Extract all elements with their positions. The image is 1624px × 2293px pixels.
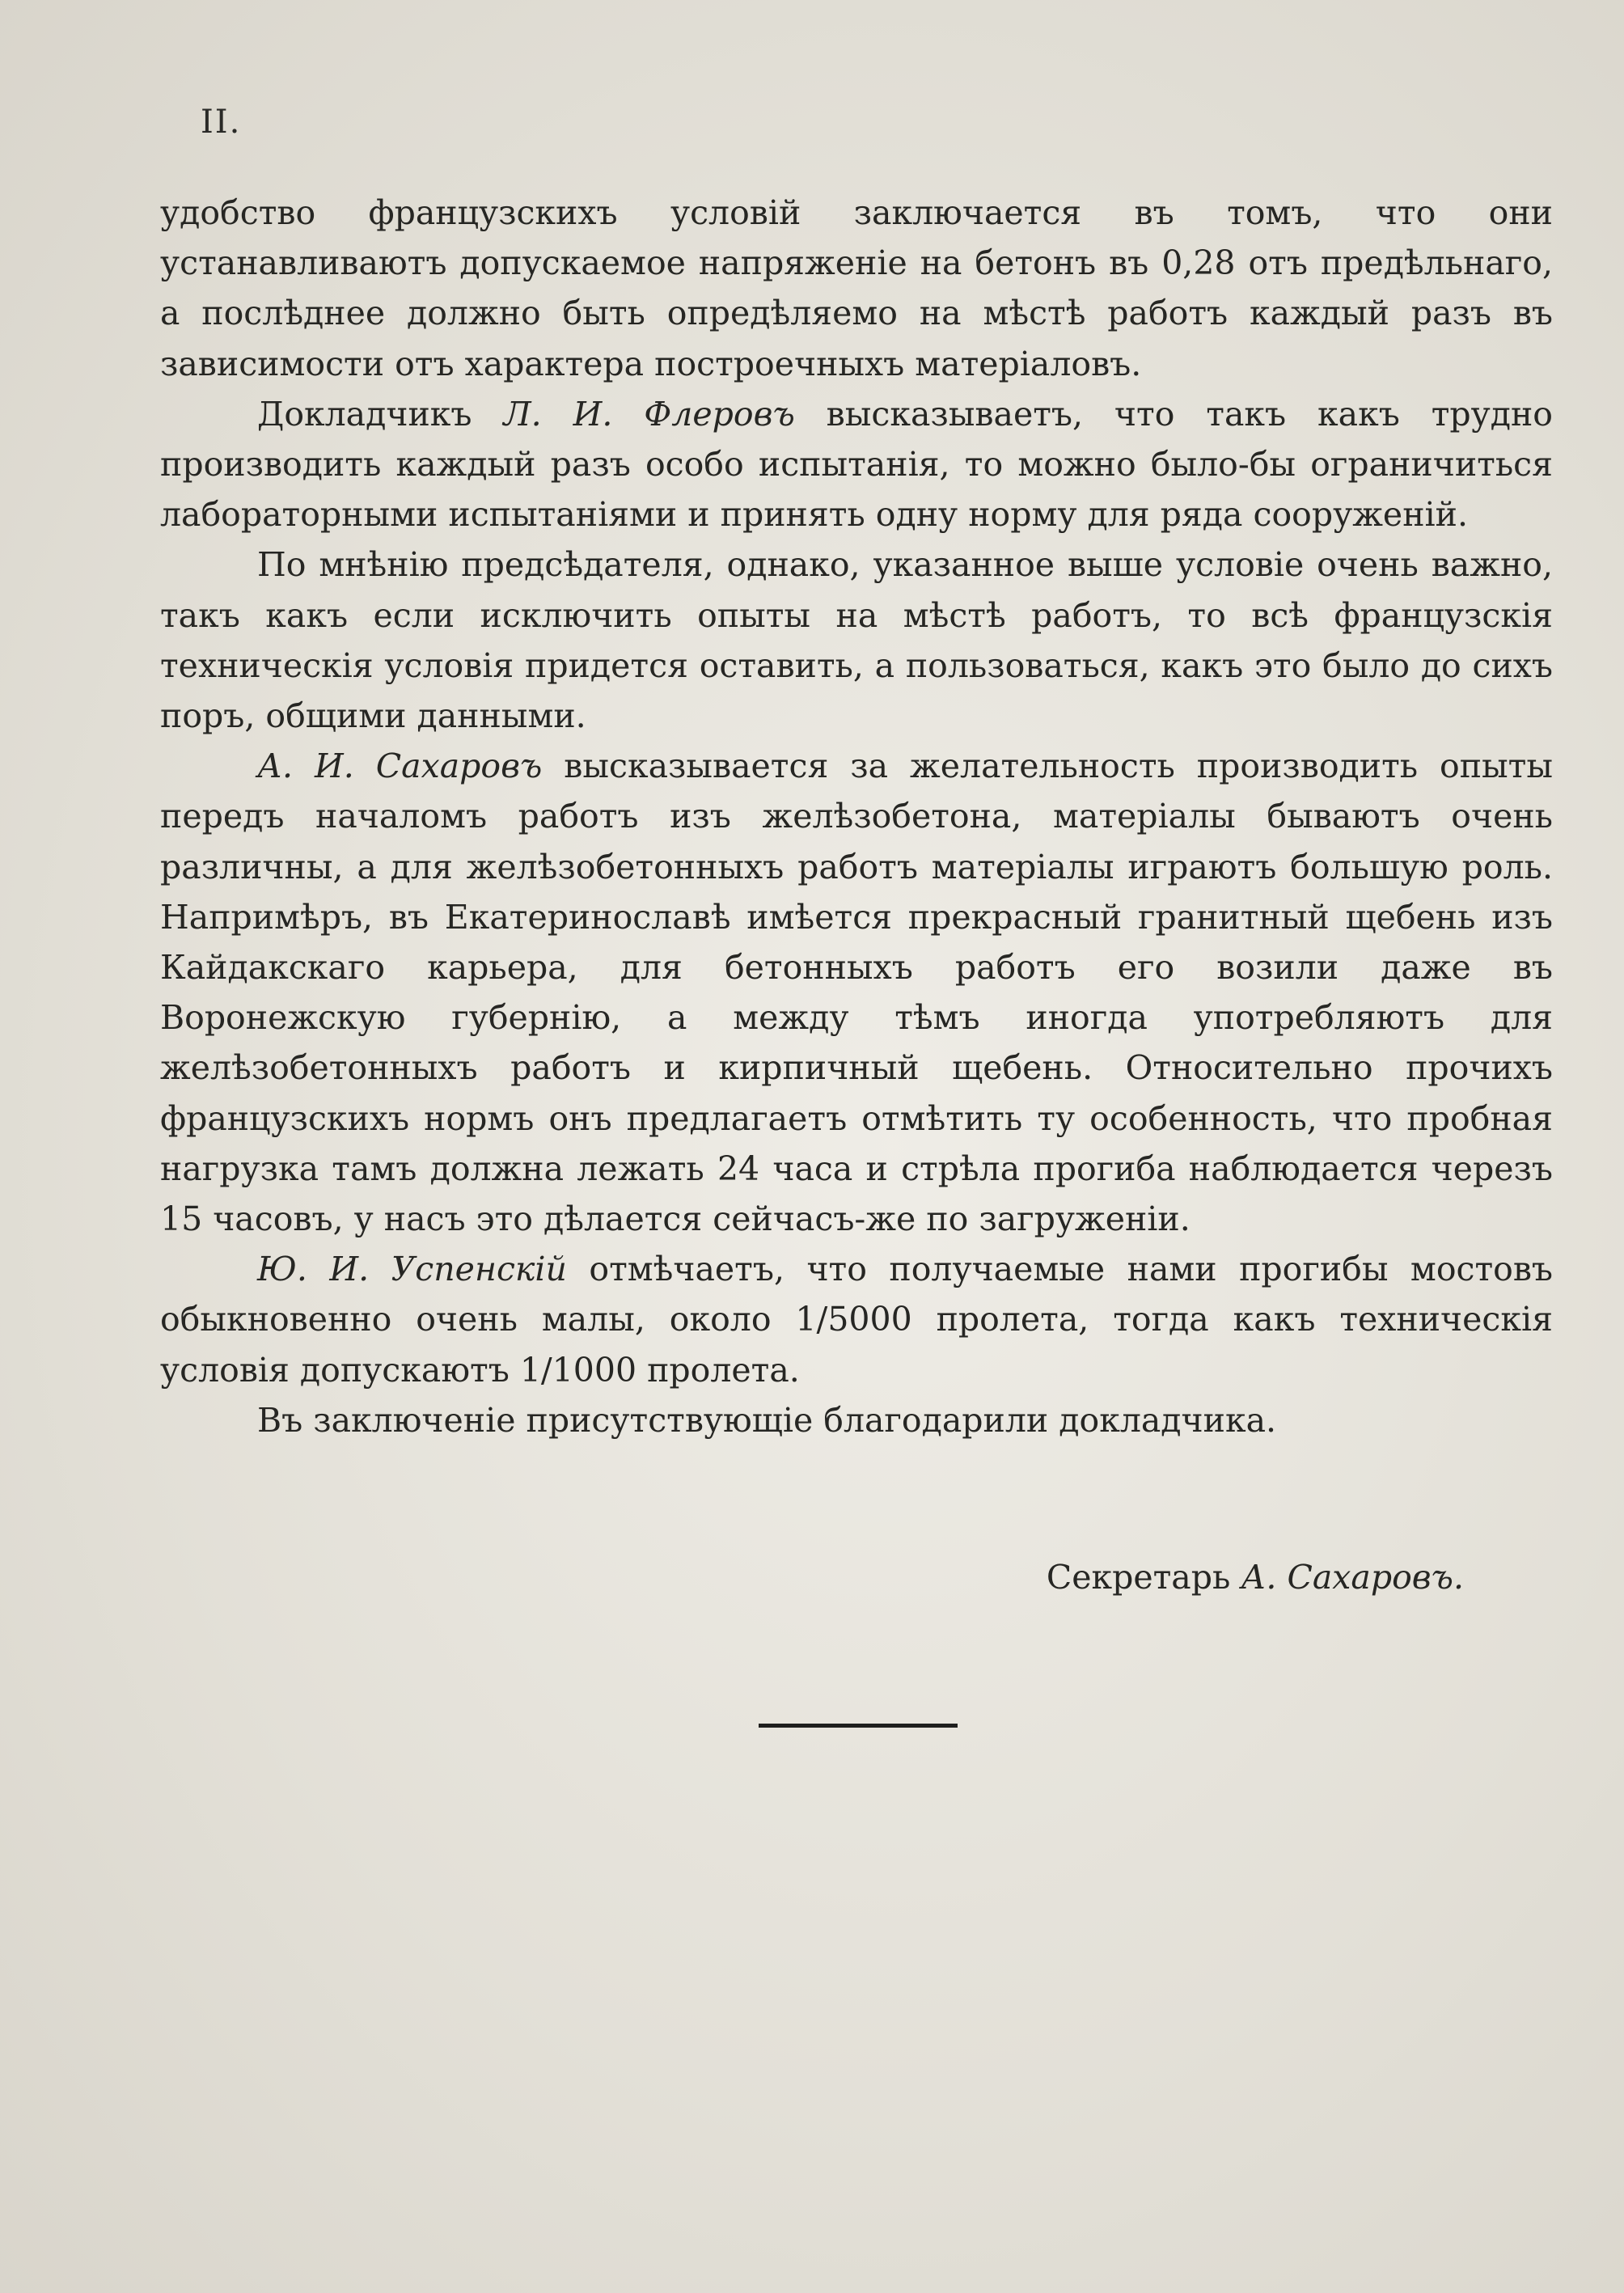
paragraph-5 — [160, 1244, 1553, 1395]
page-number: II. — [201, 104, 242, 141]
speaker-name: А. И. Сахаровъ — [257, 747, 543, 786]
paragraph-text: высказывается за желательность производить опыты передъ началомъ работъ изъ желѣзобетона, матеріалы бываютъ очень различны, а для желѣзобетонныхъ работъ матеріалы играютъ большую роль. Напримѣръ, въ Екатеринославѣ имѣется прекрасный гранитный щебень изъ Кайдакскаго карьера, для бетонныхъ работъ его возили даже въ Воронежскую губернію, а между тѣмъ иногда употребляютъ для желѣзобетонныхъ работъ и кирпичный щебень. Относительно прочихъ французскихъ нормъ онъ предлагаетъ отмѣтить ту особенность, что пробная нагрузка тамъ должна лежать 24 часа и стрѣла прогиба наблюдается черезъ 15 часовъ, у насъ это дѣлается сейчасъ-же по загруженіи. — [160, 747, 1554, 1239]
paragraph-text: удобство французскихъ условій заключается въ томъ, что они устанавливаютъ допускаемое напряженіе на бетонъ въ 0,28 отъ предѣльнаго, а послѣднее должно быть опредѣляемо на мѣстѣ работъ каждый разъ въ зависимости отъ характера построечныхъ матеріаловъ. — [160, 193, 1553, 383]
paragraph-1 — [160, 188, 1553, 389]
paragraph-2 — [160, 389, 1553, 540]
signature-title: Секретарь — [1046, 1558, 1241, 1597]
body-text — [160, 188, 1553, 1445]
paragraph-text: отмѣчаетъ, что получаемые нами прогибы мостовъ обыкновенно очень малы, около 1/5000 пролета, тогда какъ техническія условія допускаютъ 1/1000 пролета. — [160, 1250, 1553, 1390]
paragraph-3 — [160, 539, 1553, 741]
paragraph-4 — [160, 741, 1553, 1244]
speaker-name: Л. И. Флеровъ — [503, 394, 795, 434]
section-divider — [759, 1724, 958, 1728]
speaker-name: Ю. И. Успенскій — [257, 1250, 567, 1289]
paragraph-text: Докладчикъ — [257, 394, 504, 434]
paragraph-text: Въ заключеніе присутствующіе благодарили докладчика. — [257, 1400, 1277, 1440]
signature — [1047, 1558, 1464, 1597]
signature-name: А. Сахаровъ. — [1241, 1558, 1464, 1597]
paragraph-text: По мнѣнію предсѣдателя, однако, указанное выше условіе очень важно, такъ какъ если исключить опыты на мѣстѣ работъ, то всѣ французскія техническія условія придется оставить, а пользоваться, какъ это было до сихъ поръ, общими данными. — [160, 545, 1553, 736]
paragraph-text: высказываетъ, что такъ какъ трудно производить каждый разъ особо испытанія, то можно было-бы ограничиться лабораторными испытаніями и принять одну норму для ряда сооруженій. — [160, 394, 1553, 535]
paragraph-6 — [160, 1395, 1553, 1445]
